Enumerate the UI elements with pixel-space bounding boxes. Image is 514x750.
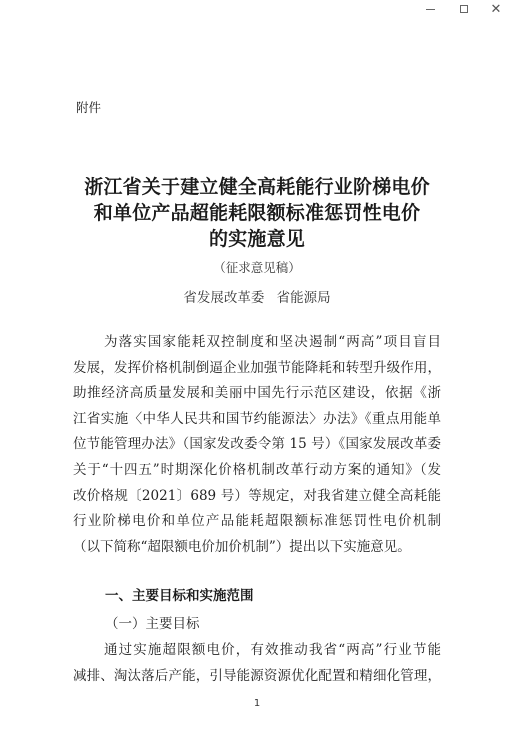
intro-paragraph (73, 330, 441, 560)
paragraph-line: 减排、淘汰落后产能，引导能源资源优化配置和精细化管理， (73, 667, 441, 684)
title-line-1: 浙江省关于建立健全高耗能行业阶梯电价 (84, 176, 430, 198)
minimize-button[interactable] (418, 0, 442, 18)
maximize-button[interactable] (452, 0, 476, 18)
paragraph-line: 行业阶梯电价和单位产品能耗超限额标准惩罚性电价机制 (73, 513, 441, 530)
title-line-2: 和单位产品超能耗限额标准惩罚性电价 (93, 202, 421, 224)
attachment-label: 附件 (76, 100, 102, 115)
paragraph-line: 江省实施〈中华人民共和国节约能源法〉办法》《重点用能单 (73, 410, 441, 427)
page-number: 1 (253, 698, 261, 709)
paragraph-line: （以下简称“超限额电价加价机制”）提出以下实施意见。 (73, 538, 411, 555)
paragraph-line: 改价格规〔2021〕689 号）等规定，对我省建立健全高耗能 (73, 487, 441, 504)
window-titlebar (0, 0, 514, 18)
paragraph-line: 发展，发挥价格机制倒逼企业加强节能降耗和转型升级作用， (73, 359, 441, 376)
paragraph-line: 位节能管理办法》（国家发改委令第 15 号）《国家发展改革委 (73, 436, 441, 453)
subsection-heading: （一）主要目标 (105, 616, 200, 632)
section-paragraph (73, 638, 441, 689)
section-heading: 一、主要目标和实施范围 (105, 588, 254, 604)
maximize-icon (460, 5, 468, 13)
close-icon: ✕ (490, 1, 502, 17)
paragraph-line: 通过实施超限额电价，有效推动我省“两高”行业节能 (104, 642, 441, 658)
title-line-3: 的实施意见 (208, 228, 305, 250)
draft-subtitle: （征求意见稿） (213, 260, 301, 275)
paragraph-line: 关于“十四五”时期深化价格机制改革行动方案的通知》（发 (73, 461, 441, 478)
close-button[interactable] (484, 0, 508, 18)
document-page (0, 18, 514, 750)
minimize-icon (426, 9, 435, 10)
paragraph-line: 为落实国家能耗双控制度和坚决遏制“两高”项目盲目 (104, 334, 441, 350)
issuing-authorities: 省发展改革委 省能源局 (183, 290, 331, 306)
paragraph-line: 助推经济高质量发展和美丽中国先行示范区建设，依据《浙 (73, 385, 441, 402)
